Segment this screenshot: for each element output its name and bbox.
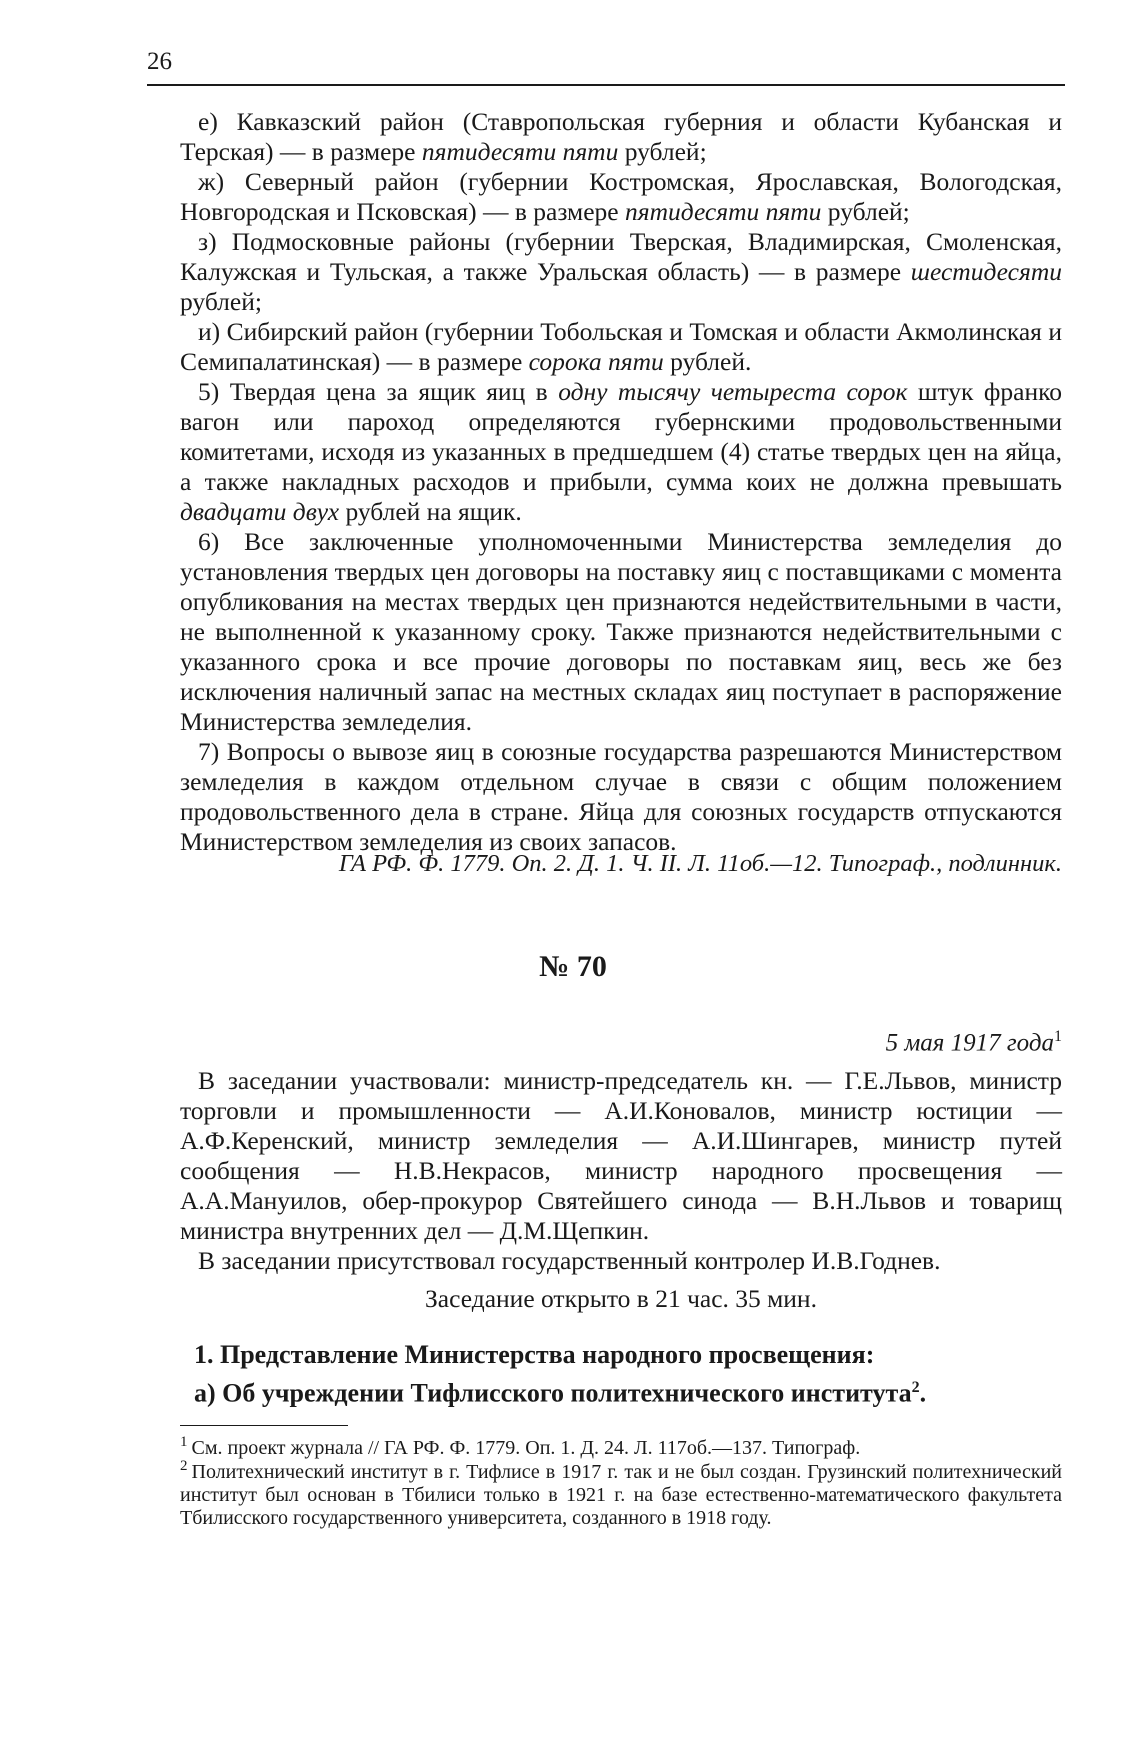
article-7: 7) Вопросы о вывозе яиц в союзные государства разрешаются Министерством земледелия в каждом отдельном случае в связи с общим положением продовольственного дела в стране. Яйца для союзных государств отпускаются Министерством земледелия из своих запасов. [180,737,1062,856]
session-opened: Заседание открыто в 21 час. 35 мин. [425,1284,817,1313]
decree-continuation [180,107,1062,857]
footnote: $^2$ Политехнический институт в г. Тифлисе в 1917 г. так и не был создан. Грузинский политехнический институт был основан в Тбилиси только в 1921 г. на базе естественно-математического факультета Тбилисского государственного университета, созданного в 1918 году. [180,1458,1062,1529]
article-6: 6) Все заключенные уполномоченными Министерства земледелия до установления твердых цен договоры на поставку яиц с поставщиками с момента опубликования на местах твердых цен признаются недействительными в части, не выполненной к указанному сроку. Также признаются недействительными с указанного срока и все прочие договоры по поставкам яиц, весь же без исключения наличный запас на местных складах яиц поступает в распоряжение Министерства земледелия. [180,527,1062,736]
document-date: 5 мая 1917 года$^1$ [885,1028,1062,1057]
article-5: 5) Твердая цена за ящик яиц в одну тысячу четыреста сорок штук франко вагон или пароход определяются губернскими продовольственными комитетами, исходя из указанных в предшедшем (4) статье твердых цен на яйца, а также накладных расходов и прибыли, сумма коих не должна превышать двадцати двух рублей на ящик. [180,377,1062,526]
item-i: и) Сибирский район (губернии Тобольская и Томская и области Акмолинская и Семипалатинская) — в размере сорока пяти рублей. [180,317,1062,376]
item-e: е) Кавказский район (Ставропольская губерния и области Кубанская и Терская) — в размере пятидесяти пяти рублей; [180,107,1062,166]
footnote-ref-1[interactable]: 1 [1054,1028,1062,1045]
footnote-ref-2[interactable]: 2 [911,1379,920,1396]
item-zh: ж) Северный район (губернии Костромская, Ярославская, Вологодская, Новгородская и Псковская) — в размере пятидесяти пяти рублей; [180,167,1062,226]
footnote-mark: 2 [180,1458,188,1475]
page-number: 26 [147,48,172,75]
header-rule [147,84,1065,86]
footnote: $^1$ См. проект журнала // ГА РФ. Ф. 1779. Оп. 1. Д. 24. Л. 117об.—137. Типограф. [180,1434,861,1459]
agenda-line-1: 1. Представление Министерства народного просвещения: [194,1340,875,1369]
attended-paragraph: В заседании присутствовал государственный контролер И.В.Годнев. [198,1246,941,1275]
agenda-line-2: а) Об учреждении Тифлисского политехнического института$^2$. [194,1378,927,1408]
agenda-heading [180,1338,1062,1410]
archive-source-reference: ГА РФ. Ф. 1779. Оп. 2. Д. 1. Ч. II. Л. 11об.—12. Типограф., подлинник. [338,850,1062,877]
document-number: № 70 [539,950,607,983]
session-record [180,1066,1062,1314]
footnote-rule [180,1425,348,1426]
footnote-mark: 1 [180,1434,188,1451]
item-z: з) Подмосковные районы (губернии Тверская, Владимирская, Смоленская, Калужская и Тульская, а также Уральская область) — в размере шестидесяти рублей; [180,227,1062,316]
participants-paragraph: В заседании участвовали: министр-председатель кн. — Г.Е.Львов, министр торговли и промышленности — А.И.Коновалов, министр юстиции — А.Ф.Керенский, министр земледелия — А.И.Шингарев, министр путей сообщения — Н.В.Некрасов, министр народного просвещения — А.А.Мануилов, обер-прокурор Святейшего синода — В.Н.Львов и товарищ министра внутренних дел — Д.М.Щепкин. [180,1066,1062,1245]
footnotes [180,1434,1062,1531]
